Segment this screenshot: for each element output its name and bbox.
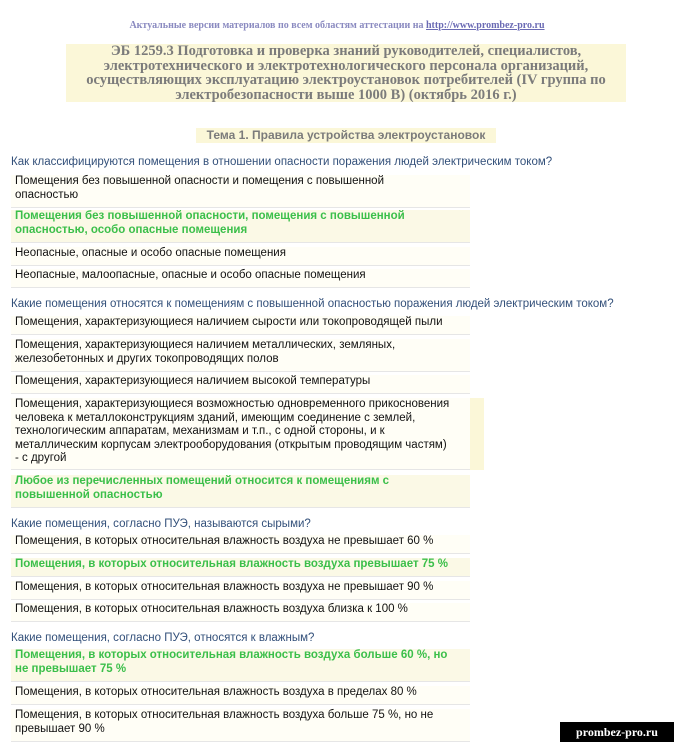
answer-line: Помещения без повышенной опасности и помещения с повышенной (15, 175, 384, 187)
question-text: Какие помещения, согласно ПУЭ, относятся к влажным? (11, 632, 315, 644)
question-text: Какие помещения, согласно ПУЭ, называются сырыми? (11, 518, 311, 530)
answer-option[interactable] (11, 603, 470, 622)
answer-option[interactable] (11, 339, 470, 372)
title-line: электротехнического и электротехнологического персонала организаций, (103, 57, 589, 74)
answer-line: повышенной опасностью (15, 488, 163, 501)
answer-option[interactable] (11, 175, 470, 208)
answer-line: Помещения, в которых относительная влажность воздуха не превышает 60 % (15, 535, 434, 547)
answer-line: Помещения, в которых относительная влажность воздуха больше 75 %, но не (15, 709, 434, 721)
document-title (66, 44, 626, 102)
answer-line: Помещения, в которых относительная влажность воздуха в пределах 80 % (15, 686, 417, 698)
answer-line: опасностью, особо опасные помещения (15, 223, 248, 236)
header-note (0, 20, 674, 31)
answer-option[interactable] (11, 709, 470, 742)
answer-line: Помещения, характеризующиеся наличием металлических, земляных, (15, 339, 396, 351)
answer-option[interactable] (11, 581, 470, 600)
answer-line: Помещения, характеризующиеся наличием сырости или токопроводящей пыли (15, 316, 443, 328)
answer-option[interactable] (11, 247, 470, 266)
answer-line: Помещения, в которых относительная влажность воздуха не превышает 90 % (15, 581, 434, 593)
topic-heading: Тема 1. Правила устройства электроустановок (196, 128, 496, 143)
title-line: осуществляющих эксплуатацию электроустановок потребителей (IV группа по (86, 72, 606, 88)
answer-option-correct[interactable] (11, 475, 470, 508)
header-note-text: Актуальные версии материалов по всем областям аттестации на (129, 20, 424, 31)
answer-line: Неопасные, малоопасные, опасные и особо опасные помещения (15, 269, 366, 281)
answer-line: железобетонных и других токопроводящих полов (15, 352, 279, 365)
answer-line: Помещения, в которых относительная влажность воздуха близка к 100 % (15, 603, 408, 615)
answer-line: Неопасные, опасные и особо опасные помещения (15, 247, 286, 259)
answer-line: - с другой (15, 452, 67, 464)
answer-line: человека к металлоконструкциям зданий, имеющим соединение с землей, (15, 411, 416, 424)
highlight-strip (470, 398, 484, 470)
answer-line: технологическим аппаратам, механизмам и т.п., с одной стороны, и к (15, 425, 385, 437)
header-link[interactable]: http://www.prombez-pro.ru (426, 20, 545, 31)
answer-option[interactable] (11, 269, 470, 288)
watermark-stamp: prombez-pro.ru (560, 722, 674, 742)
answer-option[interactable] (11, 316, 470, 335)
answer-line: металлическим корпусам электрооборудования (открытым проводящим частям) (15, 438, 447, 451)
title-line: электробезопасности выше 1000 В) (октябрь 2016 г.) (175, 86, 517, 103)
question-text: Как классифицируются помещения в отношении опасности поражения людей электрическим током? (11, 156, 553, 168)
title-line: ЭБ 1259.3 Подготовка и проверка знаний руководителей, специалистов, (110, 43, 582, 59)
answer-line: Помещения без повышенной опасности, помещения с повышенной (15, 210, 405, 222)
answer-line: Помещения, в которых относительная влажность воздуха больше 60 %, но (15, 649, 448, 661)
question-text: Какие помещения относятся к помещениям с повышенной опасностью поражения людей электрическим током? (11, 298, 614, 310)
answer-line: Помещения, в которых относительная влажность воздуха превышает 75 % (15, 558, 448, 570)
answer-option[interactable] (11, 375, 470, 394)
answer-option-correct[interactable] (11, 558, 470, 577)
answer-option[interactable] (11, 398, 470, 470)
answer-line: превышает 90 % (15, 722, 105, 735)
answer-option-correct[interactable] (11, 649, 470, 682)
answer-option[interactable] (11, 686, 470, 705)
answer-line: опасностью (15, 188, 79, 201)
answer-line: Помещения, характеризующиеся возможностью одновременного прикосновения (15, 398, 450, 410)
answer-option-correct[interactable] (11, 210, 470, 243)
answer-line: не превышает 75 % (15, 662, 127, 675)
answer-line: Любое из перечисленных помещений относится к помещениям с (15, 475, 390, 487)
answer-option[interactable] (11, 535, 470, 554)
answer-line: Помещения, характеризующиеся наличием высокой температуры (15, 375, 371, 387)
